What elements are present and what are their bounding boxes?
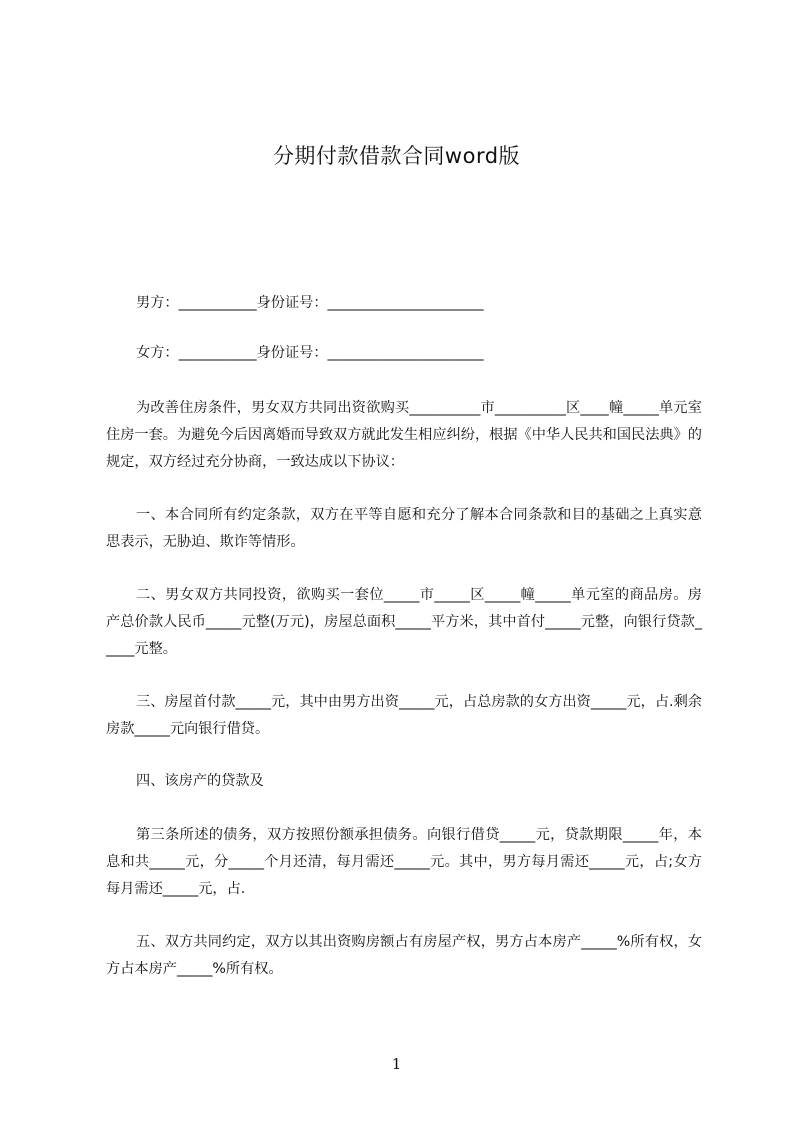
clause-4-heading: 四、该房产的贷款及 <box>136 773 264 789</box>
clause-3-paragraph: 三、房屋首付款_____元，其中由男方出资_____元，占总房款的女方出资_____元，占.剩余房款_____元向银行借贷。 <box>106 694 702 737</box>
debt-paragraph: 第三条所述的债务，双方按照份额承担债务。向银行借贷_____元，贷款期限_____年，本息和共_____元，分_____个月还清，每月需还_____元。其中，男方每月需还_____元，占;女方每月需还_____元，占. <box>106 827 702 897</box>
preamble-paragraph: 为改善住房条件，男女双方共同出资欲购买__________市__________区____幢_____单元室住房一套。为避免今后因离婚而导致双方就此发生相应纠纷，根据《中华人民共和国民法典》的规定，双方经过充分协商，一致达成以下协议： <box>106 400 702 470</box>
clause-2-paragraph: 二、男女双方共同投资，欲购买一套位_____市_____区_____幢_____单元室的商品房。房产总价款人民币_____元整(万元)，房屋总面积_____平方米，其中首付_____元整，向银行贷款_____元整。 <box>106 587 702 657</box>
clause-5-paragraph: 五、双方共同约定，双方以其出资购房额占有房屋产权，男方占本房产_____%所有权，女方占本房产_____%所有权。 <box>106 934 702 977</box>
husband-info-line: 男方：___________身份证号：______________________ <box>136 295 484 311</box>
clause-1-paragraph: 一、本合同所有约定条款，双方在平等自愿和充分了解本合同条款和目的基础之上真实意思表示，无胁迫、欺诈等情形。 <box>106 507 702 550</box>
page-number: 1 <box>391 1055 402 1073</box>
document-title: 分期付款借款合同word版 <box>272 144 521 168</box>
wife-info-line: 女方：___________身份证号：______________________ <box>136 345 484 361</box>
